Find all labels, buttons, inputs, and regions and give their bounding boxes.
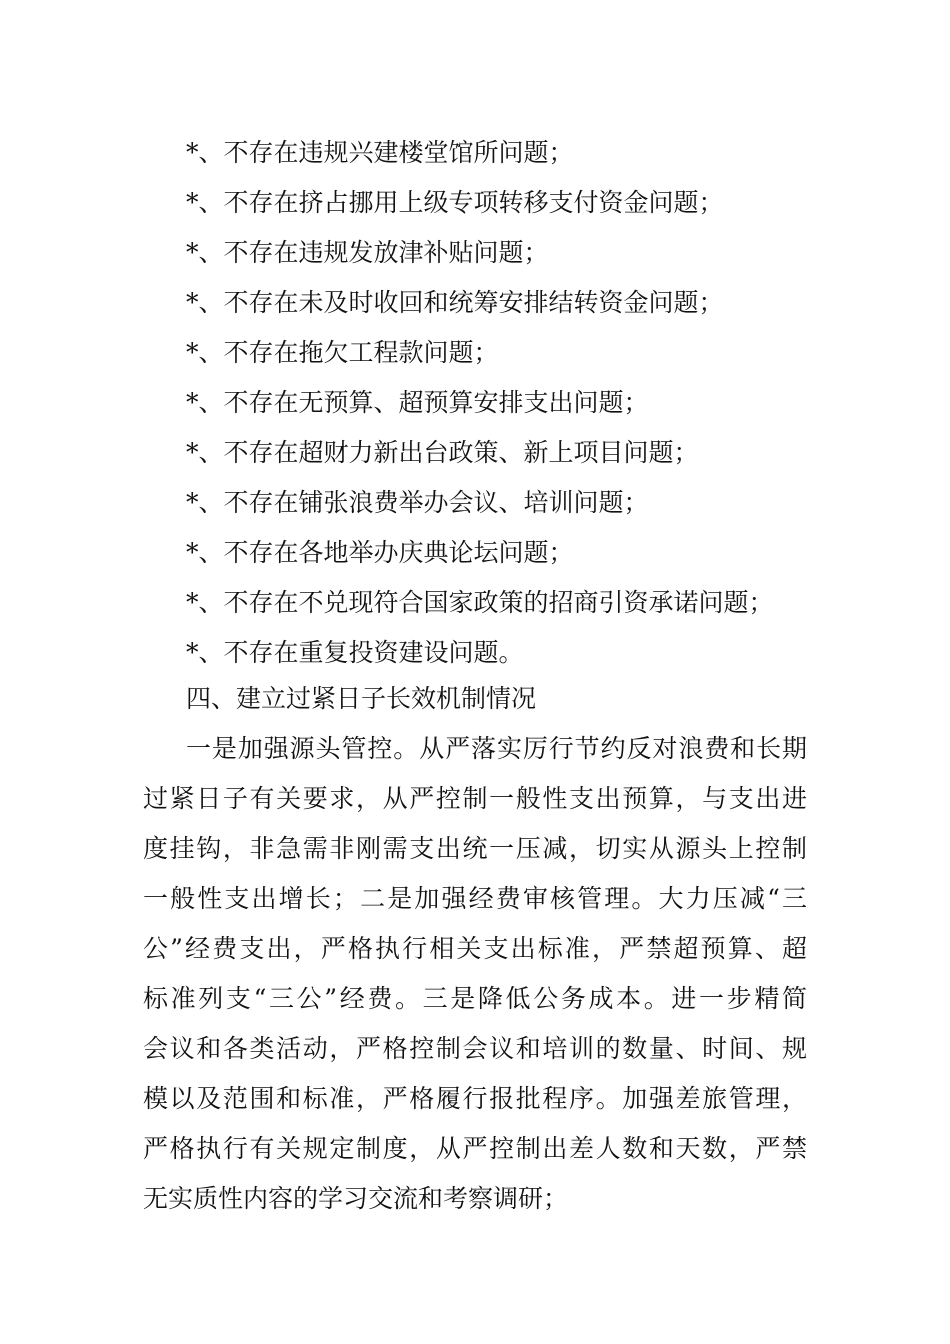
body-paragraph xyxy=(143,724,807,1224)
list-item: *、不存在违规兴建楼堂馆所问题； xyxy=(186,138,574,167)
list-item: *、不存在各地举办庆典论坛问题； xyxy=(186,538,574,567)
paragraph-line: 严格执行有关规定制度，从严控制出差人数和天数，严禁 xyxy=(143,1134,807,1163)
list-item: *、不存在无预算、超预算安排支出问题； xyxy=(186,388,649,417)
list-item: *、不存在重复投资建设问题。 xyxy=(186,638,524,667)
paragraph-line: 标准列支“三公”经费。三是降低公务成本。进一步精简 xyxy=(143,984,807,1013)
list-item: *、不存在违规发放津补贴问题； xyxy=(186,238,549,267)
list-item: *、不存在铺张浪费举办会议、培训问题； xyxy=(186,488,649,517)
paragraph-line: 公”经费支出，严格执行相关支出标准，严禁超预算、超 xyxy=(143,934,807,963)
paragraph-line: 会议和各类活动，严格控制会议和培训的数量、时间、规 xyxy=(143,1034,807,1063)
list-item: *、不存在不兑现符合国家政策的招商引资承诺问题； xyxy=(186,588,774,617)
list-item: *、不存在拖欠工程款问题； xyxy=(186,338,499,367)
paragraph-line: 一是加强源头管控。从严落实厉行节约反对浪费和长期 xyxy=(186,734,807,763)
list-item: *、不存在挤占挪用上级专项转移支付资金问题； xyxy=(186,188,724,217)
paragraph-line: 无实质性内容的学习交流和考察调研； xyxy=(143,1184,569,1213)
paragraph-line: 度挂钩，非急需非刚需支出统一压减，切实从源头上控制 xyxy=(143,834,807,863)
paragraph-line: 模以及范围和标准，严格履行报批程序。加强差旅管理， xyxy=(143,1084,807,1113)
bullet-list xyxy=(186,128,826,678)
list-item: *、不存在未及时收回和统筹安排结转资金问题； xyxy=(186,288,724,317)
paragraph-line: 过紧日子有关要求，从严控制一般性支出预算，与支出进 xyxy=(143,784,807,813)
list-item: *、不存在超财力新出台政策、新上项目问题； xyxy=(186,438,699,467)
paragraph-line: 一般性支出增长；二是加强经费审核管理。大力压减“三 xyxy=(143,884,807,913)
section-heading: 四、建立过紧日子长效机制情况 xyxy=(186,684,537,713)
